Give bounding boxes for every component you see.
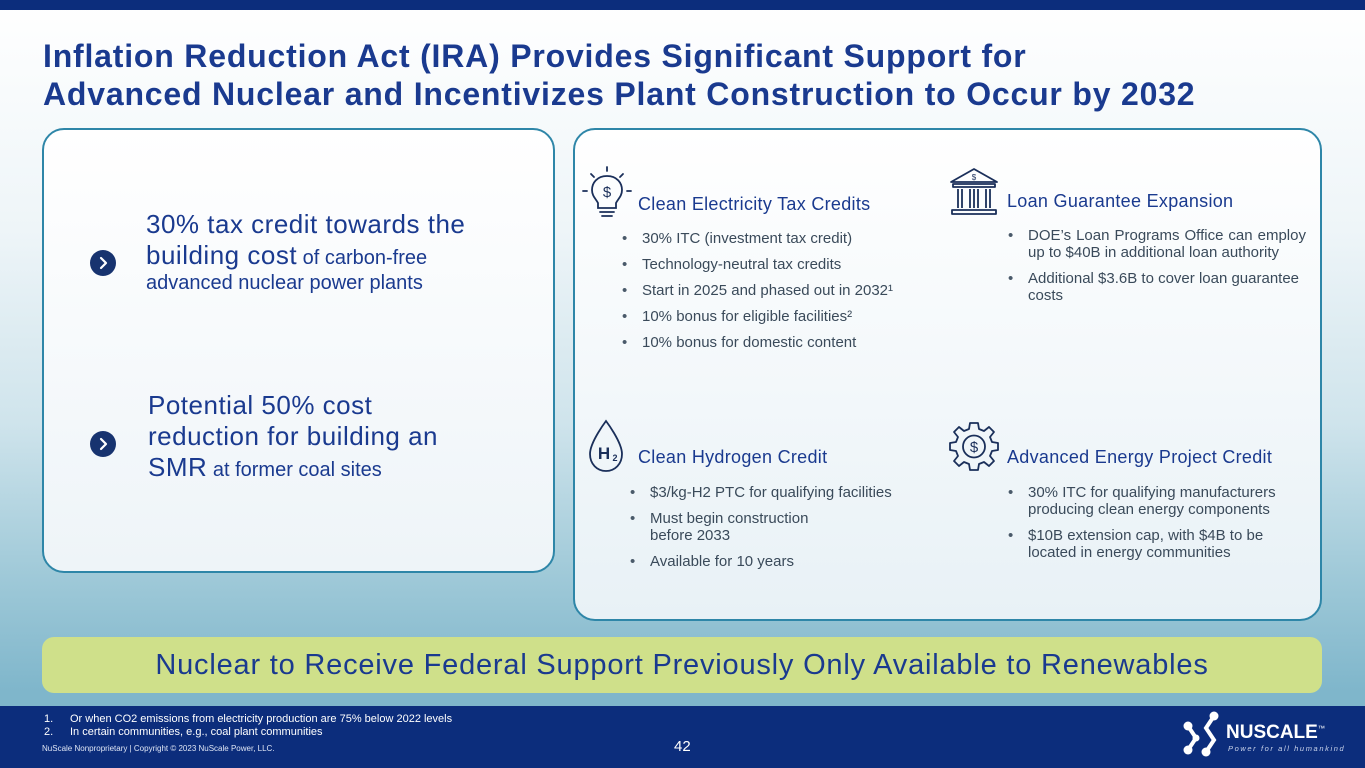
gear-dollar-icon — [948, 420, 1000, 472]
slide-title-line-1: Inflation Reduction Act (IRA) Provides Significant Support for — [43, 38, 1027, 74]
tax-credit-point — [146, 209, 516, 295]
list-item: • Technology-neutral tax credits — [622, 256, 942, 273]
slide-title — [43, 37, 1293, 113]
list-item: • Additional $3.6B to cover loan guarantee costs — [1008, 270, 1306, 304]
list-item: • Start in 2025 and phased out in 2032¹ — [622, 282, 942, 299]
nuscale-wordmark-text: NUSCALE — [1226, 722, 1318, 743]
svg-text:$: $ — [969, 439, 979, 456]
key-benefits-card — [42, 128, 555, 573]
list-item: • 10% bonus for domestic content — [622, 334, 942, 351]
clean-electricity-bullets — [622, 230, 942, 360]
list-item: • $10B extension cap, with $4B to be located in energy communities — [1008, 527, 1313, 561]
clean-hydrogen-title: Clean Hydrogen Credit — [638, 447, 828, 467]
chevron-right-icon — [90, 431, 116, 457]
cost-reduction-point-headline: Potential 50% cost reduction for building an SMR — [148, 390, 439, 482]
footnote-text: In certain communities, e.g., coal plant communities — [70, 726, 323, 738]
copyright-notice: NuScale Nonproprietary | Copyright © 2023 NuScale Power, LLC. — [42, 744, 275, 753]
advanced-energy-title: Advanced Energy Project Credit — [1007, 447, 1273, 467]
list-item: • Must begin construction before 2033 — [630, 510, 845, 544]
slide-title-line-2: Advanced Nuclear and Incentivizes Plant Construction to Occur by 2032 — [43, 76, 1196, 112]
lightbulb-dollar-icon — [582, 166, 632, 220]
trademark-symbol: ™ — [1317, 725, 1325, 733]
footnote-number: 2. — [44, 726, 54, 738]
list-item: • $3/kg-H2 PTC for qualifying facilities — [630, 484, 930, 501]
nuscale-tagline: Power for all humankind — [1228, 744, 1346, 753]
top-accent-bar — [0, 0, 1365, 10]
advanced-energy-bullets — [1008, 484, 1313, 570]
bank-building-icon — [948, 166, 1000, 218]
clean-hydrogen-bullets — [630, 484, 930, 579]
tax-credit-point-headline: 30% tax credit towards the building cost — [146, 209, 466, 270]
hydrogen-subscript: 2 — [612, 453, 618, 463]
footnote-1 — [44, 713, 452, 725]
hydrogen-drop-icon — [584, 418, 628, 474]
footnote-2 — [44, 726, 323, 738]
cost-reduction-point — [148, 390, 458, 483]
loan-guarantee-title: Loan Guarantee Expansion — [1007, 191, 1234, 211]
list-item: • DOE’s Loan Programs Office can employ up to $40B in additional loan authority — [1008, 227, 1306, 261]
list-item: • 30% ITC (investment tax credit) — [622, 230, 942, 247]
clean-electricity-title: Clean Electricity Tax Credits — [638, 194, 871, 214]
loan-guarantee-bullets — [1008, 227, 1306, 313]
svg-text:$: $ — [602, 184, 612, 201]
page-number: 42 — [674, 738, 691, 755]
svg-text:$: $ — [971, 173, 977, 182]
cost-reduction-point-detail: at former coal sites — [207, 459, 382, 481]
footnote-number: 1. — [44, 713, 54, 725]
chevron-right-icon — [90, 250, 116, 276]
tax-credit-point-detail: of carbon-free advanced nuclear power plants — [146, 247, 428, 294]
list-item: • 30% ITC for qualifying manufacturers producing clean energy components — [1008, 484, 1313, 518]
hydrogen-symbol: H — [597, 444, 611, 463]
list-item: • 10% bonus for eligible facilities² — [622, 308, 942, 325]
federal-support-banner: Nuclear to Receive Federal Support Previously Only Available to Renewables — [42, 637, 1322, 693]
nuscale-wordmark — [1226, 722, 1325, 744]
footnote-text: Or when CO2 emissions from electricity production are 75% below 2022 levels — [70, 713, 453, 725]
list-item: • Available for 10 years — [630, 553, 930, 570]
